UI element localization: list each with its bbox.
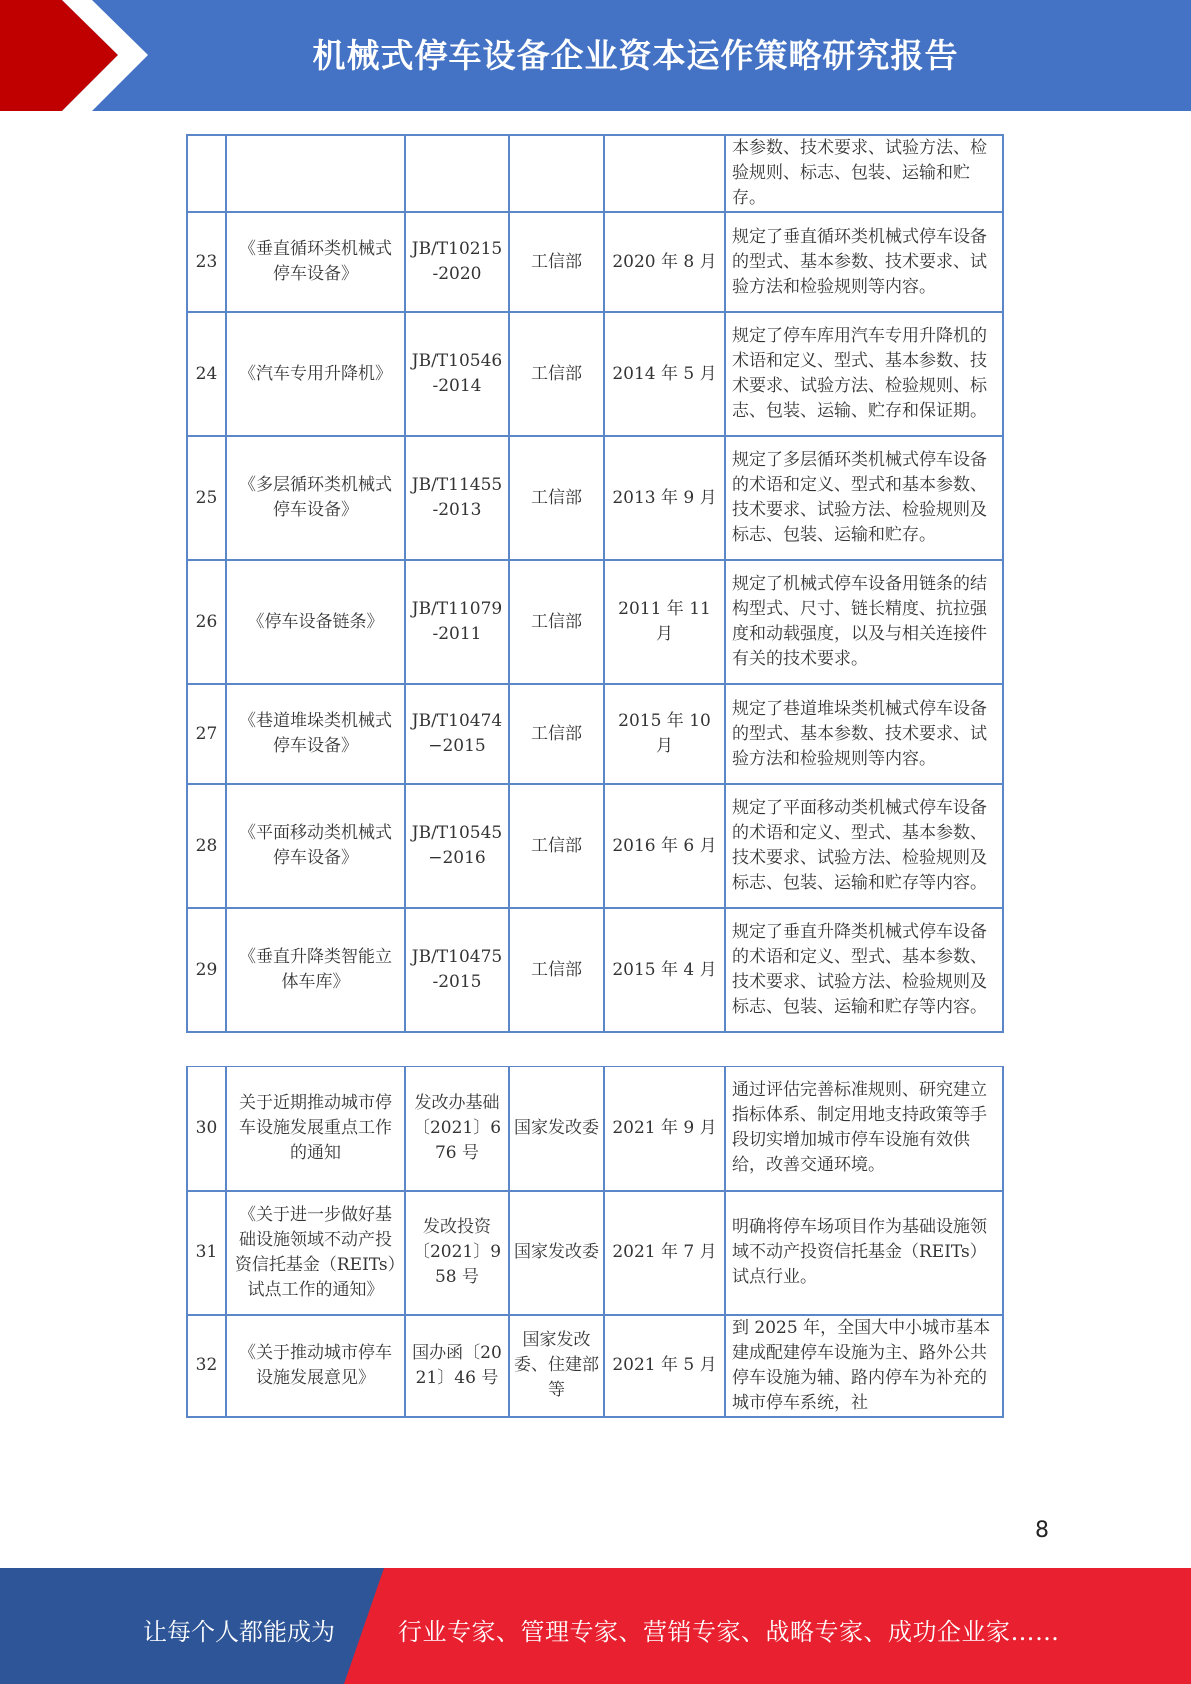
standard-code [405,135,509,212]
standard-name: 《汽车专用升降机》 [226,312,405,436]
issuing-department: 国家发改委、住建部等 [509,1315,604,1417]
standard-description: 规定了巷道堆垛类机械式停车设备的型式、基本参数、技术要求、试验方法和检验规则等内容。 [725,684,1003,784]
footer-slogan-left: 让每个人都能成为 [143,1618,335,1646]
standard-description: 规定了停车库用汽车专用升降机的术语和定义、型式、基本参数、技术要求、试验方法、检验规则、标志、包装、运输、贮存和保证期。 [725,312,1003,436]
policy-name: 关于近期推动城市停车设施发展重点工作的通知 [226,1067,405,1191]
table-row [187,212,1003,312]
table-row [187,1191,1003,1315]
policies-table [186,1066,1004,1418]
standard-code: JB/T11079-2011 [405,560,509,684]
issuing-department: 工信部 [509,908,604,1032]
issuing-department: 工信部 [509,312,604,436]
policy-code: 发改办基础〔2021〕676 号 [405,1067,509,1191]
standard-code: JB/T11455-2013 [405,436,509,560]
page-number: 8 [1035,1518,1049,1543]
issue-date: 2020 年 8 月 [604,212,725,312]
row-number: 27 [187,684,226,784]
row-number: 26 [187,560,226,684]
standard-name [226,135,405,212]
table-row [187,784,1003,908]
row-number: 25 [187,436,226,560]
standard-description: 规定了平面移动类机械式停车设备的术语和定义、型式、基本参数、技术要求、试验方法、检验规则及标志、包装、运输和贮存等内容。 [725,784,1003,908]
table-row [187,312,1003,436]
policy-description: 明确将停车场项目作为基础设施领域不动产投资信托基金（REITs）试点行业。 [725,1191,1003,1315]
standard-code: JB/T10545−2016 [405,784,509,908]
table-row [187,1315,1003,1417]
issue-date [604,135,725,212]
policy-description: 通过评估完善标准规则、研究建立指标体系、制定用地支持政策等手段切实增加城市停车设施有效供给，改善交通环境。 [725,1067,1003,1191]
standard-description: 规定了机械式停车设备用链条的结构型式、尺寸、链长精度、抗拉强度和动载强度，以及与相关连接件有关的技术要求。 [725,560,1003,684]
row-number: 31 [187,1191,226,1315]
issuing-department: 工信部 [509,212,604,312]
table-row [187,436,1003,560]
standard-code: JB/T10215-2020 [405,212,509,312]
table-row [187,684,1003,784]
standard-description: 规定了垂直升降类机械式停车设备的术语和定义、型式、基本参数、技术要求、试验方法、检验规则及标志、包装、运输和贮存等内容。 [725,908,1003,1032]
policy-name: 《关于进一步做好基础设施领域不动产投资信托基金（REITs）试点工作的通知》 [226,1191,405,1315]
standard-description: 本参数、技术要求、试验方法、检验规则、标志、包装、运输和贮存。 [725,135,1003,212]
table-row [187,908,1003,1032]
row-number [187,135,226,212]
issuing-department: 工信部 [509,784,604,908]
standard-code: JB/T10475-2015 [405,908,509,1032]
row-number: 32 [187,1315,226,1417]
table-row [187,560,1003,684]
policy-code: 发改投资〔2021〕958 号 [405,1191,509,1315]
table-row [187,135,1003,212]
standard-name: 《垂直升降类智能立体车库》 [226,908,405,1032]
footer-slogan-right: 行业专家、管理专家、营销专家、战略专家、成功企业家…… [398,1618,1060,1646]
issuing-department: 工信部 [509,436,604,560]
row-number: 24 [187,312,226,436]
table-row [187,1067,1003,1191]
standard-code: JB/T10474−2015 [405,684,509,784]
issue-date: 2011 年 11 月 [604,560,725,684]
page-header [0,0,1191,111]
standard-name: 《停车设备链条》 [226,560,405,684]
issuing-department: 工信部 [509,560,604,684]
issue-date: 2015 年 4 月 [604,908,725,1032]
row-number: 23 [187,212,226,312]
standard-name: 《平面移动类机械式停车设备》 [226,784,405,908]
standard-description: 规定了垂直循环类机械式停车设备的型式、基本参数、技术要求、试验方法和检验规则等内容。 [725,212,1003,312]
issue-date: 2014 年 5 月 [604,312,725,436]
standard-name: 《垂直循环类机械式停车设备》 [226,212,405,312]
standard-code: JB/T10546-2014 [405,312,509,436]
standard-name: 《多层循环类机械式停车设备》 [226,436,405,560]
page-footer [0,1568,1191,1684]
standard-description: 规定了多层循环类机械式停车设备的术语和定义、型式和基本参数、技术要求、试验方法、检验规则及标志、包装、运输和贮存。 [725,436,1003,560]
page-title: 机械式停车设备企业资本运作策略研究报告 [312,36,959,75]
issue-date: 2021 年 9 月 [604,1067,725,1191]
policy-code: 国办函〔2021〕46 号 [405,1315,509,1417]
policy-description: 到 2025 年，全国大中小城市基本建成配建停车设施为主、路外公共停车设施为辅、路内停车为补充的城市停车系统，社 [725,1315,1003,1417]
issuing-department: 工信部 [509,684,604,784]
row-number: 28 [187,784,226,908]
row-number: 30 [187,1067,226,1191]
standards-table [186,134,1004,1033]
issue-date: 2013 年 9 月 [604,436,725,560]
issue-date: 2021 年 7 月 [604,1191,725,1315]
row-number: 29 [187,908,226,1032]
policy-name: 《关于推动城市停车设施发展意见》 [226,1315,405,1417]
issuing-department: 国家发改委 [509,1191,604,1315]
issuing-department [509,135,604,212]
issue-date: 2015 年 10 月 [604,684,725,784]
standard-name: 《巷道堆垛类机械式停车设备》 [226,684,405,784]
issuing-department: 国家发改委 [509,1067,604,1191]
issue-date: 2016 年 6 月 [604,784,725,908]
issue-date: 2021 年 5 月 [604,1315,725,1417]
